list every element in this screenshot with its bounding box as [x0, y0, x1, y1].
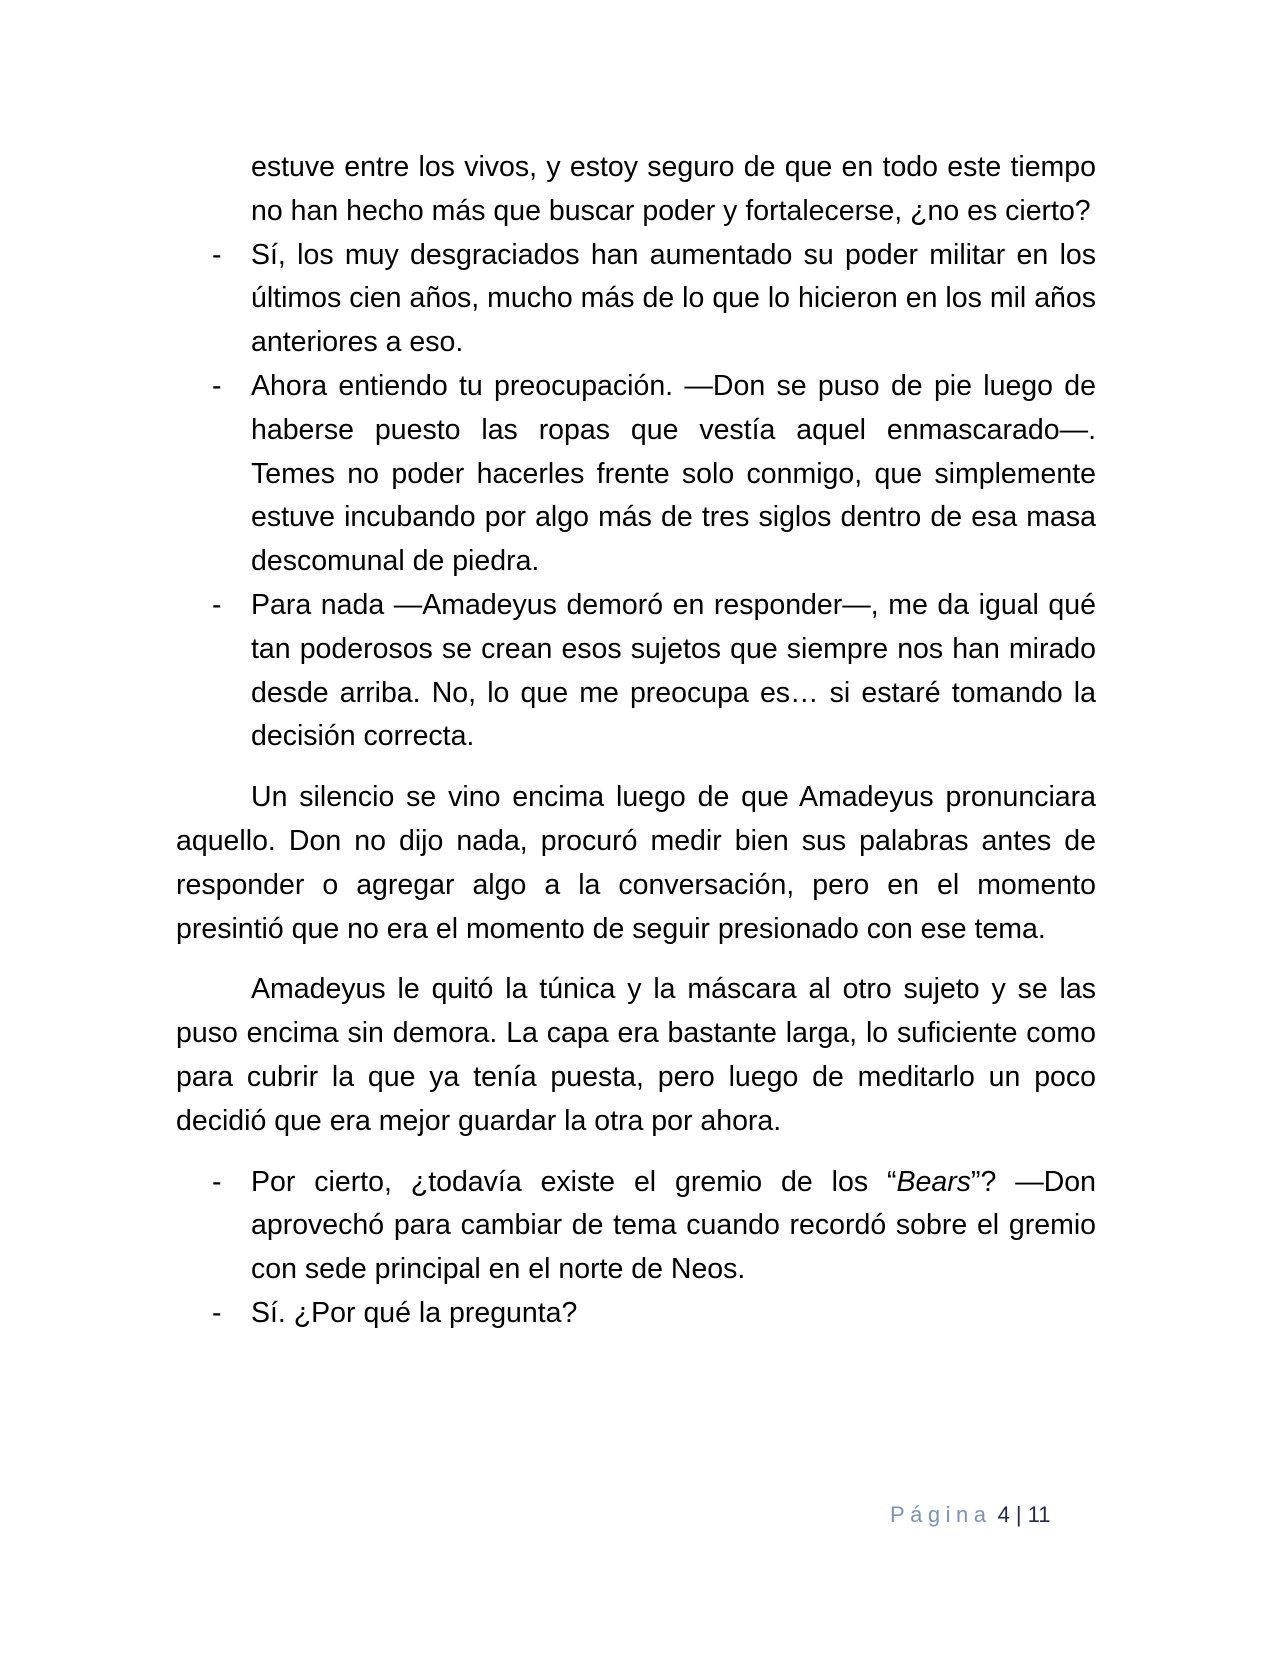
current-page-number: 4 — [997, 1502, 1010, 1527]
narrative-paragraph: Un silencio se vino encima luego de que Amadeyus pronunciara aquello. Don no dijo nada, procuró medir bien sus palabras antes de responder o agregar algo a la conversación, pero en el momento presintió que no era el momento de seguir presionado con ese tema. — [176, 781, 1096, 945]
dialogue-line — [176, 1161, 1096, 1292]
page-separator: | — [1015, 1502, 1022, 1527]
page-word: Página — [890, 1502, 992, 1527]
dialogue-text: Ahora entiendo tu preocupación. —Don se puso de pie luego de haberse puesto las ropas que vestía aquel enmascarado—. Temes no poder hacerles frente solo conmigo, que simplemente estuve incubando por algo más de tres siglos dentro de esa masa descomunal de piedra. — [251, 369, 1096, 578]
continuation-text: estuve entre los vivos, y estoy seguro de que en todo este tiempo no han hecho más que buscar poder y fortalecerse, ¿no es cierto? — [251, 151, 1096, 227]
dialogue-dash: - — [212, 1165, 222, 1198]
dialogue-dash: - — [212, 369, 222, 402]
dialogue-text: Sí, los muy desgraciados han aumentado su poder militar en los últimos cien años, mucho más de lo que lo hicieron en los mil años anteriores a eso. — [251, 238, 1096, 359]
dialogue-text: Para nada —Amadeyus demoró en responder—, me da igual qué tan poderosos se crean esos sujetos que siempre nos han mirado desde arriba. No, lo que me preocupa es… si estaré tomando la decisión correcta. — [251, 588, 1096, 753]
document-page — [176, 146, 1096, 1336]
dialogue-text: Sí. ¿Por qué la pregunta? — [251, 1296, 578, 1329]
dialogue-text-before: Por cierto, ¿todavía existe el gremio de los “ — [251, 1165, 897, 1198]
dialogue-dash: - — [212, 588, 222, 621]
page-footer — [890, 1500, 1050, 1530]
dialogue-dash: - — [212, 1296, 222, 1329]
narrative-paragraph: Amadeyus le quitó la túnica y la máscara al otro sujeto y se las puso encima sin demora. La capa era bastante larga, lo suficiente como para cubrir la que ya tenía puesta, pero luego de meditarlo un poco decidió que era mejor guardar la otra por ahora. — [176, 973, 1096, 1137]
dialogue-text-after: ”? —Don aprovechó para cambiar de tema cuando recordó sobre el gremio con sede principal en el norte de Neos. — [251, 1165, 1097, 1286]
dialogue-line — [176, 584, 1096, 759]
dialogue-dash: - — [212, 238, 222, 271]
dialogue-line — [176, 1292, 1096, 1336]
dialogue-text — [251, 1166, 1096, 1286]
total-pages-number: 11 — [1027, 1502, 1051, 1527]
guild-name-italic: Bears — [896, 1165, 971, 1198]
dialogue-line — [176, 234, 1096, 365]
dialogue-line — [176, 365, 1096, 584]
